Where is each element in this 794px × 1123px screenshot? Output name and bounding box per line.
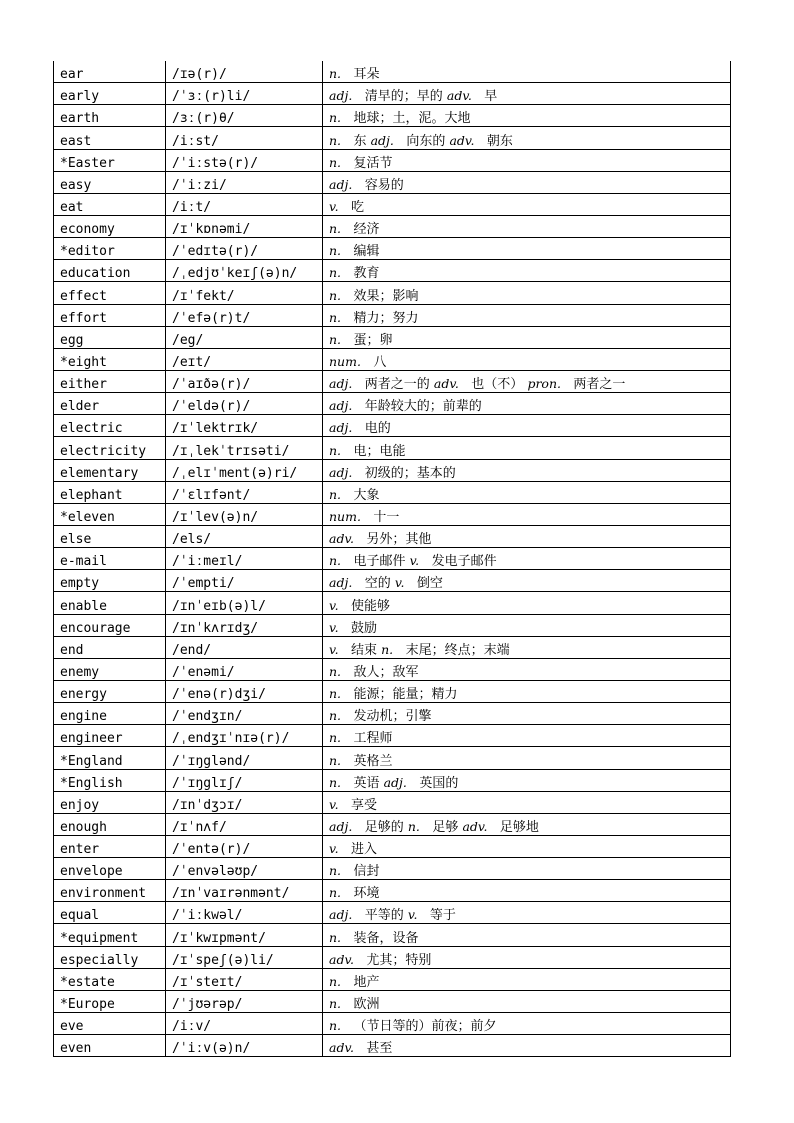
table-row: [54, 370, 731, 392]
part-of-speech: v.: [329, 841, 339, 857]
definition-text: 工程师: [353, 731, 393, 747]
definition-cell: [323, 481, 731, 503]
table-row: [54, 503, 731, 525]
part-of-speech: adv.: [329, 1040, 355, 1056]
phonetic-cell: /ˈaɪðə(r)/: [166, 370, 323, 392]
word-cell: *Europe: [54, 990, 166, 1012]
phonetic-cell: /end/: [166, 636, 323, 658]
definition-text: 效果；影响: [353, 288, 419, 304]
part-of-speech: n.: [329, 553, 342, 569]
phonetic-cell: /ɪˈspeʃ(ə)li/: [166, 946, 323, 968]
definition-text: 大象: [353, 487, 380, 503]
part-of-speech: num.: [329, 353, 361, 369]
phonetic-cell: /ɪnˈkʌrɪdʒ/: [166, 614, 323, 636]
part-of-speech: adv.: [446, 88, 472, 104]
definition-text: 地球；土，泥。大地: [353, 111, 471, 127]
word-cell: *England: [54, 747, 166, 769]
phonetic-cell: /ɪə(r)/: [166, 61, 323, 83]
phonetic-cell: /ˈefə(r)t/: [166, 304, 323, 326]
phonetic-cell: /iːt/: [166, 193, 323, 215]
phonetic-cell: /eɪt/: [166, 348, 323, 370]
word-cell: education: [54, 260, 166, 282]
definition-text: （节日等的）前夜；前夕: [353, 1019, 497, 1035]
definition-text: 欧洲: [353, 997, 380, 1013]
definition-text: 能源；能量；精力: [353, 687, 458, 703]
definition-cell: [323, 459, 731, 481]
definition-cell: [323, 127, 731, 149]
definition-text: 等于: [429, 908, 456, 924]
part-of-speech: n.: [329, 221, 342, 237]
part-of-speech: n.: [381, 641, 394, 657]
part-of-speech: n.: [329, 686, 342, 702]
word-cell: early: [54, 83, 166, 105]
definition-text: 蛋；卵: [353, 332, 393, 348]
table-row: [54, 858, 731, 880]
definition-text: 英国的: [419, 775, 459, 791]
word-cell: effect: [54, 282, 166, 304]
definition-text: 耳朵: [353, 67, 380, 83]
table-row: [54, 592, 731, 614]
vocabulary-table-body: [54, 61, 731, 1057]
phonetic-cell: /ˌedjʊˈkeɪʃ(ə)n/: [166, 260, 323, 282]
part-of-speech: n.: [329, 154, 342, 170]
definition-text: 早: [484, 89, 498, 105]
part-of-speech: adv.: [329, 951, 355, 967]
vocabulary-table: [53, 61, 731, 1057]
word-cell: envelope: [54, 858, 166, 880]
part-of-speech: n.: [329, 486, 342, 502]
definition-cell: [323, 680, 731, 702]
definition-text: 精力；努力: [353, 310, 419, 326]
part-of-speech: v.: [329, 597, 339, 613]
definition-cell: [323, 725, 731, 747]
definition-text: 尤其；特别: [366, 952, 432, 968]
definition-cell: [323, 83, 731, 105]
table-row: [54, 1013, 731, 1035]
word-cell: east: [54, 127, 166, 149]
part-of-speech: pron.: [527, 376, 561, 392]
word-cell: enable: [54, 592, 166, 614]
definition-cell: [323, 968, 731, 990]
definition-cell: [323, 171, 731, 193]
part-of-speech: v.: [329, 198, 339, 214]
definition-text: 英语: [353, 775, 380, 791]
definition-text: 年龄较大的；前辈的: [364, 399, 482, 415]
part-of-speech: n.: [329, 774, 342, 790]
definition-text: 鼓励: [350, 620, 377, 636]
definition-text: 足够: [432, 819, 459, 835]
part-of-speech: n.: [329, 996, 342, 1012]
part-of-speech: adj.: [329, 176, 353, 192]
word-cell: egg: [54, 326, 166, 348]
definition-text: 环境: [353, 886, 380, 902]
phonetic-cell: /ˈiːzi/: [166, 171, 323, 193]
definition-text: 复活节: [353, 155, 393, 171]
part-of-speech: v.: [409, 553, 420, 569]
part-of-speech: n.: [329, 663, 342, 679]
word-cell: elder: [54, 393, 166, 415]
definition-text: 编辑: [353, 244, 380, 260]
table-row: [54, 990, 731, 1012]
word-cell: effort: [54, 304, 166, 326]
word-cell: *equipment: [54, 924, 166, 946]
word-cell: earth: [54, 105, 166, 127]
definition-cell: [323, 924, 731, 946]
word-cell: especially: [54, 946, 166, 968]
table-row: [54, 924, 731, 946]
phonetic-cell: /ˈɛlɪfənt/: [166, 481, 323, 503]
phonetic-cell: /ˈentə(r)/: [166, 835, 323, 857]
table-row: [54, 880, 731, 902]
part-of-speech: v.: [394, 575, 405, 591]
phonetic-cell: /ˈiːv(ə)n/: [166, 1035, 323, 1057]
definition-cell: [323, 747, 731, 769]
table-row: [54, 902, 731, 924]
table-row: [54, 946, 731, 968]
part-of-speech: adj.: [329, 575, 353, 591]
word-cell: enter: [54, 835, 166, 857]
definition-cell: [323, 592, 731, 614]
definition-cell: [323, 614, 731, 636]
definition-text: 英格兰: [353, 753, 393, 769]
table-row: [54, 238, 731, 260]
table-row: [54, 193, 731, 215]
part-of-speech: n.: [329, 929, 342, 945]
definition-text: 东: [353, 133, 367, 149]
definition-text: 电；电能: [353, 443, 406, 459]
definition-cell: [323, 415, 731, 437]
definition-cell: [323, 902, 731, 924]
definition-cell: [323, 990, 731, 1012]
table-row: [54, 260, 731, 282]
part-of-speech: v.: [329, 796, 339, 812]
phonetic-cell: /ˌendʒɪˈnɪə(r)/: [166, 725, 323, 747]
definition-cell: [323, 858, 731, 880]
definition-text: 两者之一的: [364, 377, 430, 393]
word-cell: engine: [54, 703, 166, 725]
part-of-speech: adj.: [329, 398, 353, 414]
definition-text: 容易的: [364, 177, 404, 193]
part-of-speech: n.: [329, 1018, 342, 1034]
definition-text: 使能够: [350, 598, 390, 614]
word-cell: *estate: [54, 968, 166, 990]
definition-text: 初级的；基本的: [364, 465, 456, 481]
table-row: [54, 747, 731, 769]
table-row: [54, 437, 731, 459]
definition-cell: [323, 658, 731, 680]
part-of-speech: adj.: [383, 774, 407, 790]
table-row: [54, 614, 731, 636]
phonetic-cell: /ɪˈfekt/: [166, 282, 323, 304]
definition-cell: [323, 813, 731, 835]
part-of-speech: adj.: [329, 907, 353, 923]
phonetic-cell: /ɪnˈvaɪrənmənt/: [166, 880, 323, 902]
phonetic-cell: /ɪˈkwɪpmənt/: [166, 924, 323, 946]
part-of-speech: adj.: [329, 818, 353, 834]
phonetic-cell: /iːv/: [166, 1013, 323, 1035]
definition-cell: [323, 304, 731, 326]
phonetic-cell: /ˈɪŋglɪʃ/: [166, 769, 323, 791]
table-row: [54, 171, 731, 193]
table-row: [54, 282, 731, 304]
definition-cell: [323, 260, 731, 282]
phonetic-cell: /ˈiːstə(r)/: [166, 149, 323, 171]
word-cell: equal: [54, 902, 166, 924]
phonetic-cell: /ˌelɪˈment(ə)ri/: [166, 459, 323, 481]
phonetic-cell: /iːst/: [166, 127, 323, 149]
definition-text: 经济: [353, 222, 380, 238]
definition-text: 发动机；引擎: [353, 709, 432, 725]
definition-cell: [323, 525, 731, 547]
definition-cell: [323, 835, 731, 857]
word-cell: elementary: [54, 459, 166, 481]
word-cell: energy: [54, 680, 166, 702]
word-cell: enjoy: [54, 791, 166, 813]
word-cell: easy: [54, 171, 166, 193]
word-cell: e-mail: [54, 548, 166, 570]
part-of-speech: n.: [329, 287, 342, 303]
table-row: [54, 83, 731, 105]
definition-cell: [323, 61, 731, 83]
table-row: [54, 1035, 731, 1057]
word-cell: *editor: [54, 238, 166, 260]
table-row: [54, 791, 731, 813]
word-cell: electric: [54, 415, 166, 437]
definition-cell: [323, 703, 731, 725]
phonetic-cell: /ˈedɪtə(r)/: [166, 238, 323, 260]
phonetic-cell: /ˈempti/: [166, 570, 323, 592]
word-cell: *English: [54, 769, 166, 791]
phonetic-cell: /ˈɜː(r)li/: [166, 83, 323, 105]
table-row: [54, 525, 731, 547]
word-cell: elephant: [54, 481, 166, 503]
definition-text: 八: [373, 354, 387, 370]
definition-cell: [323, 238, 731, 260]
definition-cell: [323, 393, 731, 415]
part-of-speech: adj.: [329, 88, 353, 104]
word-cell: either: [54, 370, 166, 392]
definition-text: 空的: [364, 576, 391, 592]
table-row: [54, 326, 731, 348]
definition-text: 信封: [353, 864, 380, 880]
definition-cell: [323, 1035, 731, 1057]
definition-text: 装备，设备: [353, 930, 419, 946]
definition-text: 地产: [353, 974, 380, 990]
definition-cell: [323, 370, 731, 392]
definition-text: 清早的；早的: [364, 89, 443, 105]
definition-text: 敌人；敌军: [353, 664, 419, 680]
part-of-speech: adj.: [370, 132, 394, 148]
definition-text: 也（不）: [471, 377, 524, 393]
part-of-speech: n.: [329, 331, 342, 347]
table-row: [54, 548, 731, 570]
part-of-speech: n.: [329, 243, 342, 259]
word-cell: enough: [54, 813, 166, 835]
word-cell: even: [54, 1035, 166, 1057]
table-row: [54, 680, 731, 702]
definition-cell: [323, 193, 731, 215]
table-row: [54, 725, 731, 747]
definition-cell: [323, 326, 731, 348]
table-row: [54, 481, 731, 503]
part-of-speech: adv.: [449, 132, 475, 148]
table-row: [54, 393, 731, 415]
phonetic-cell: /ˈiːkwəl/: [166, 902, 323, 924]
definition-text: 另外；其他: [366, 532, 432, 548]
table-row: [54, 61, 731, 83]
definition-cell: [323, 348, 731, 370]
part-of-speech: num.: [329, 508, 361, 524]
word-cell: eat: [54, 193, 166, 215]
definition-text: 享受: [350, 797, 377, 813]
definition-text: 吃: [350, 199, 364, 215]
part-of-speech: adj.: [329, 376, 353, 392]
part-of-speech: adj.: [329, 464, 353, 480]
part-of-speech: n.: [329, 708, 342, 724]
table-row: [54, 149, 731, 171]
word-cell: end: [54, 636, 166, 658]
word-cell: economy: [54, 215, 166, 237]
table-row: [54, 127, 731, 149]
definition-cell: [323, 769, 731, 791]
table-row: [54, 769, 731, 791]
definition-text: 结束: [350, 642, 377, 658]
part-of-speech: v.: [329, 619, 339, 635]
table-row: [54, 658, 731, 680]
part-of-speech: n.: [329, 885, 342, 901]
phonetic-cell: /ˈenə(r)dʒi/: [166, 680, 323, 702]
table-row: [54, 304, 731, 326]
word-cell: else: [54, 525, 166, 547]
word-cell: empty: [54, 570, 166, 592]
phonetic-cell: /ɪnˈeɪb(ə)l/: [166, 592, 323, 614]
definition-text: 末尾；终点；末端: [405, 642, 510, 658]
definition-text: 发电子邮件: [431, 554, 497, 570]
phonetic-cell: /ˈɪŋglənd/: [166, 747, 323, 769]
definition-cell: [323, 880, 731, 902]
definition-cell: [323, 282, 731, 304]
definition-cell: [323, 215, 731, 237]
definition-text: 倒空: [416, 576, 443, 592]
definition-text: 足够地: [499, 819, 539, 835]
phonetic-cell: /ˈenvələʊp/: [166, 858, 323, 880]
phonetic-cell: /ˈenəmi/: [166, 658, 323, 680]
word-cell: *eleven: [54, 503, 166, 525]
table-row: [54, 215, 731, 237]
definition-text: 平等的: [364, 908, 404, 924]
definition-cell: [323, 570, 731, 592]
definition-text: 向东的: [406, 133, 446, 149]
phonetic-cell: /ɪˈlev(ə)n/: [166, 503, 323, 525]
table-row: [54, 636, 731, 658]
part-of-speech: adv.: [462, 818, 488, 834]
phonetic-cell: /ɪˈnʌf/: [166, 813, 323, 835]
definition-text: 电子邮件: [353, 554, 406, 570]
definition-cell: [323, 791, 731, 813]
phonetic-cell: /ɪˌlekˈtrɪsəti/: [166, 437, 323, 459]
definition-text: 进入: [350, 842, 377, 858]
phonetic-cell: /els/: [166, 525, 323, 547]
part-of-speech: v.: [407, 907, 418, 923]
definition-cell: [323, 105, 731, 127]
table-row: [54, 348, 731, 370]
table-row: [54, 813, 731, 835]
part-of-speech: n.: [329, 730, 342, 746]
definition-text: 足够的: [364, 819, 404, 835]
part-of-speech: n.: [329, 309, 342, 325]
table-row: [54, 459, 731, 481]
definition-text: 甚至: [366, 1041, 393, 1057]
definition-text: 电的: [364, 421, 391, 437]
word-cell: eve: [54, 1013, 166, 1035]
word-cell: electricity: [54, 437, 166, 459]
phonetic-cell: /ˈiːmeɪl/: [166, 548, 323, 570]
definition-cell: [323, 636, 731, 658]
definition-cell: [323, 149, 731, 171]
word-cell: environment: [54, 880, 166, 902]
word-cell: engineer: [54, 725, 166, 747]
word-cell: enemy: [54, 658, 166, 680]
table-row: [54, 703, 731, 725]
word-cell: *Easter: [54, 149, 166, 171]
phonetic-cell: /ɪˈkɒnəmi/: [166, 215, 323, 237]
phonetic-cell: /ɪnˈdʒɔɪ/: [166, 791, 323, 813]
definition-text: 教育: [353, 266, 380, 282]
part-of-speech: n.: [329, 863, 342, 879]
part-of-speech: n.: [329, 265, 342, 281]
table-row: [54, 415, 731, 437]
phonetic-cell: /ɪˈsteɪt/: [166, 968, 323, 990]
word-cell: ear: [54, 61, 166, 83]
definition-text: 十一: [373, 509, 400, 525]
phonetic-cell: /ˈendʒɪn/: [166, 703, 323, 725]
definition-cell: [323, 548, 731, 570]
part-of-speech: adv.: [433, 376, 459, 392]
part-of-speech: n.: [329, 66, 342, 82]
part-of-speech: n.: [329, 110, 342, 126]
definition-cell: [323, 1013, 731, 1035]
part-of-speech: n.: [407, 818, 420, 834]
definition-cell: [323, 437, 731, 459]
table-row: [54, 835, 731, 857]
table-row: [54, 570, 731, 592]
phonetic-cell: /eg/: [166, 326, 323, 348]
part-of-speech: n.: [329, 973, 342, 989]
part-of-speech: n.: [329, 752, 342, 768]
phonetic-cell: /ˈjʊərəp/: [166, 990, 323, 1012]
phonetic-cell: /ˈeldə(r)/: [166, 393, 323, 415]
phonetic-cell: /ɜː(r)θ/: [166, 105, 323, 127]
table-row: [54, 105, 731, 127]
word-cell: encourage: [54, 614, 166, 636]
part-of-speech: v.: [329, 641, 339, 657]
definition-cell: [323, 946, 731, 968]
definition-text: 朝东: [486, 133, 513, 149]
word-cell: *eight: [54, 348, 166, 370]
part-of-speech: n.: [329, 442, 342, 458]
part-of-speech: n.: [329, 132, 342, 148]
phonetic-cell: /ɪˈlektrɪk/: [166, 415, 323, 437]
part-of-speech: adj.: [329, 420, 353, 436]
table-row: [54, 968, 731, 990]
part-of-speech: adv.: [329, 531, 355, 547]
definition-cell: [323, 503, 731, 525]
definition-text: 两者之一: [573, 377, 626, 393]
